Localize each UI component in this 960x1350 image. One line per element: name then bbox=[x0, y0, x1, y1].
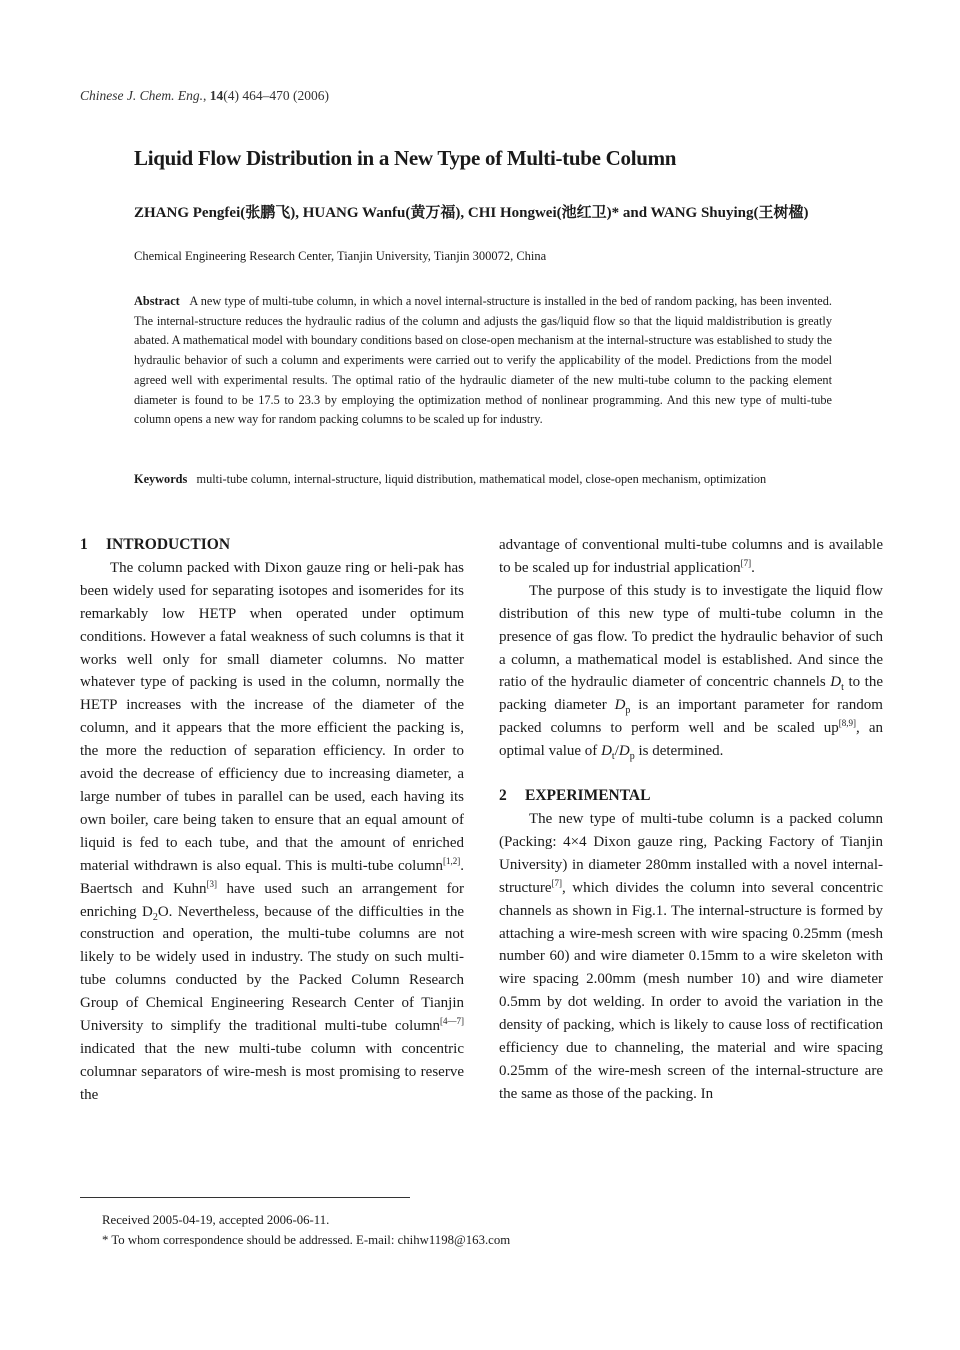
intro-paragraph-2 bbox=[499, 580, 883, 763]
journal-name: Chinese J. Chem. Eng. bbox=[80, 88, 203, 103]
correspondence-note: * To whom correspondence should be addressed. E-mail: chihw1198@163.com bbox=[102, 1233, 511, 1247]
author-list: ZHANG Pengfei(张鹏飞), HUANG Wanfu(黄万福), CHI Hongwei(池红卫)* and WANG Shuying(王树楹) bbox=[134, 205, 809, 221]
experimental-paragraph-1 bbox=[499, 808, 883, 1106]
journal-volume: 14 bbox=[209, 88, 224, 103]
text-run: indicated that the new multi-tube column with concentric columnar separators of wire-mesh is most promising to reserve the bbox=[80, 1040, 464, 1103]
section-title: INTRODUCTION bbox=[106, 536, 231, 553]
subscript: t bbox=[611, 751, 615, 763]
citation: [3] bbox=[206, 878, 217, 889]
citation: [4—7] bbox=[440, 1016, 464, 1027]
text-run: . Baertsch and Kuhn bbox=[80, 857, 464, 897]
section-number: 1 bbox=[80, 536, 88, 553]
text-run: O. Nevertheless, because of the difficulties in the construction and operation, the multi-tube columns are not likely to be widely used in industry. The study on such multi-tube columns conducted by the Packed Column Research Group of Chemical Engineering Research Center of Tianjin University to simplify the traditional multi-tube column bbox=[80, 903, 464, 1035]
subscript: p bbox=[625, 705, 631, 717]
footnote-divider bbox=[80, 1197, 410, 1198]
citation: [8,9] bbox=[838, 718, 857, 729]
journal-issue-pages: (4) 464–470 (2006) bbox=[223, 88, 329, 103]
keywords bbox=[134, 470, 832, 490]
abstract-text: A new type of multi-tube column, in which a novel internal-structure is installed in the bed of random packing, has been invented. The internal-structure reduces the hydraulic radius of the column and adjusts the gas/liquid flow so that the liquid maldistribution is greatly abated. A mathematical model with boundary conditions based on close-open mechanism at the internal-structure was established to study the hydraulic behavior of such a column and experiments were carried out to verify the applicability of the model. Predictions from the model agreed well with experimental results. The optimal ratio of the hydraulic diameter of the new multi-tube column to the packing element diameter is found to be 17.5 to 23.3 by employing the optimization method of nonlinear programming. And this new type of multi-tube column opens a new way for random packing columns to be scaled up for industry. bbox=[134, 294, 832, 427]
intro-paragraph-1-continued bbox=[499, 534, 883, 580]
text-run: The new type of multi-tube column is a packed column (Packing: 4×4 Dixon gauze ring, Packing Factory of Tianjin University) in diameter 280mm installed with a novel internal-structure bbox=[499, 810, 883, 896]
text-run: The purpose of this study is to investigate the liquid flow distribution of this new type of multi-tube column in the presence of gas flow. To predict the hydraulic behavior of such a column, a mathematical model is established. And since the ratio of the hydraulic diameter of concentric channels bbox=[499, 582, 883, 691]
footnotes bbox=[102, 1210, 510, 1250]
right-column bbox=[499, 534, 883, 1106]
text-run: The column packed with Dixon gauze ring or heli-pak has been widely used for separating isotopes and isomerides for its remarkably low HETP when operated under optimum conditions. However a fatal weakness of such columns is that it works well only for small diameter columns. No matter whatever type of packing is used in the column, normally the HETP increases with the increase of the diameter of the column, and it appears that the more efficient the packing is, the more the reduction of separation efficiency. In order to avoid the decrease of efficiency due to increasing diameter, a large number of tubes in parallel can be used, each having its own boiler, care being taken to ensure that an equal amount of liquid is fed to each tube, and that the amount of enriched material withdrawn is also equal. This is multi-tube column bbox=[80, 559, 464, 874]
text-run: to the packing diameter bbox=[499, 674, 884, 714]
section-title: EXPERIMENTAL bbox=[525, 787, 651, 805]
keywords-text: multi-tube column, internal-structure, liquid distribution, mathematical model, close-open mechanism, optimization bbox=[196, 472, 767, 486]
subscript: 2 bbox=[152, 911, 158, 923]
subscript: p bbox=[629, 751, 635, 763]
intro-paragraph-1 bbox=[80, 557, 464, 1107]
abstract bbox=[134, 292, 832, 430]
abstract-label: Abstract bbox=[134, 294, 180, 308]
section-heading-introduction bbox=[80, 534, 464, 557]
text-run: . bbox=[751, 559, 755, 576]
citation: [1,2] bbox=[443, 855, 461, 866]
left-column bbox=[80, 534, 464, 1107]
symbol: D bbox=[614, 697, 626, 714]
subscript: t bbox=[841, 682, 844, 694]
text-run: , which divides the column into several concentric channels as shown in Fig.1. The internal-structure is formed by attaching a wire-mesh screen with wire spacing 0.25mm (mesh number 60) and wire diameter 0.15mm to a wire skeleton with wire spacing 2.00mm (mesh number 10) and wire diameter 0.5mm by dot welding. In order to avoid the variation in the density of packing, which is likely to cause loss of rectification efficiency due to channeling, the material and wire spacing 0.25mm of the wire-mesh screen of the internal-structure are the same as those of the packing. In bbox=[499, 879, 883, 1102]
symbol: D bbox=[830, 674, 842, 691]
text-run: is determined. bbox=[634, 743, 724, 760]
affiliation: Chemical Engineering Research Center, Tianjin University, Tianjin 300072, China bbox=[134, 249, 547, 263]
symbol: D bbox=[601, 743, 612, 760]
text-run: have used such an arrangement for enriching D bbox=[80, 880, 464, 920]
citation: [7] bbox=[551, 877, 562, 888]
received-date-note: Received 2005-04-19, accepted 2006-06-11. bbox=[102, 1213, 330, 1227]
text-run: is an important parameter for random packed columns to perform well and be scaled up bbox=[499, 697, 883, 737]
keywords-label: Keywords bbox=[134, 472, 188, 486]
citation: [7] bbox=[740, 557, 752, 568]
symbol: D bbox=[618, 743, 630, 760]
paper-title: Liquid Flow Distribution in a New Type of Multi-tube Column bbox=[134, 146, 677, 170]
section-number: 2 bbox=[499, 787, 507, 805]
section-heading-experimental bbox=[499, 785, 883, 808]
text-run: / bbox=[614, 743, 619, 760]
text-run: , an optimal value of bbox=[499, 720, 883, 760]
section-gap bbox=[499, 763, 883, 785]
text-run: advantage of conventional multi-tube columns and is available to be scaled up for industrial application bbox=[499, 537, 883, 576]
journal-reference: Chinese J. Chem. Eng., 14(4) 464–470 (2006) bbox=[80, 88, 329, 103]
